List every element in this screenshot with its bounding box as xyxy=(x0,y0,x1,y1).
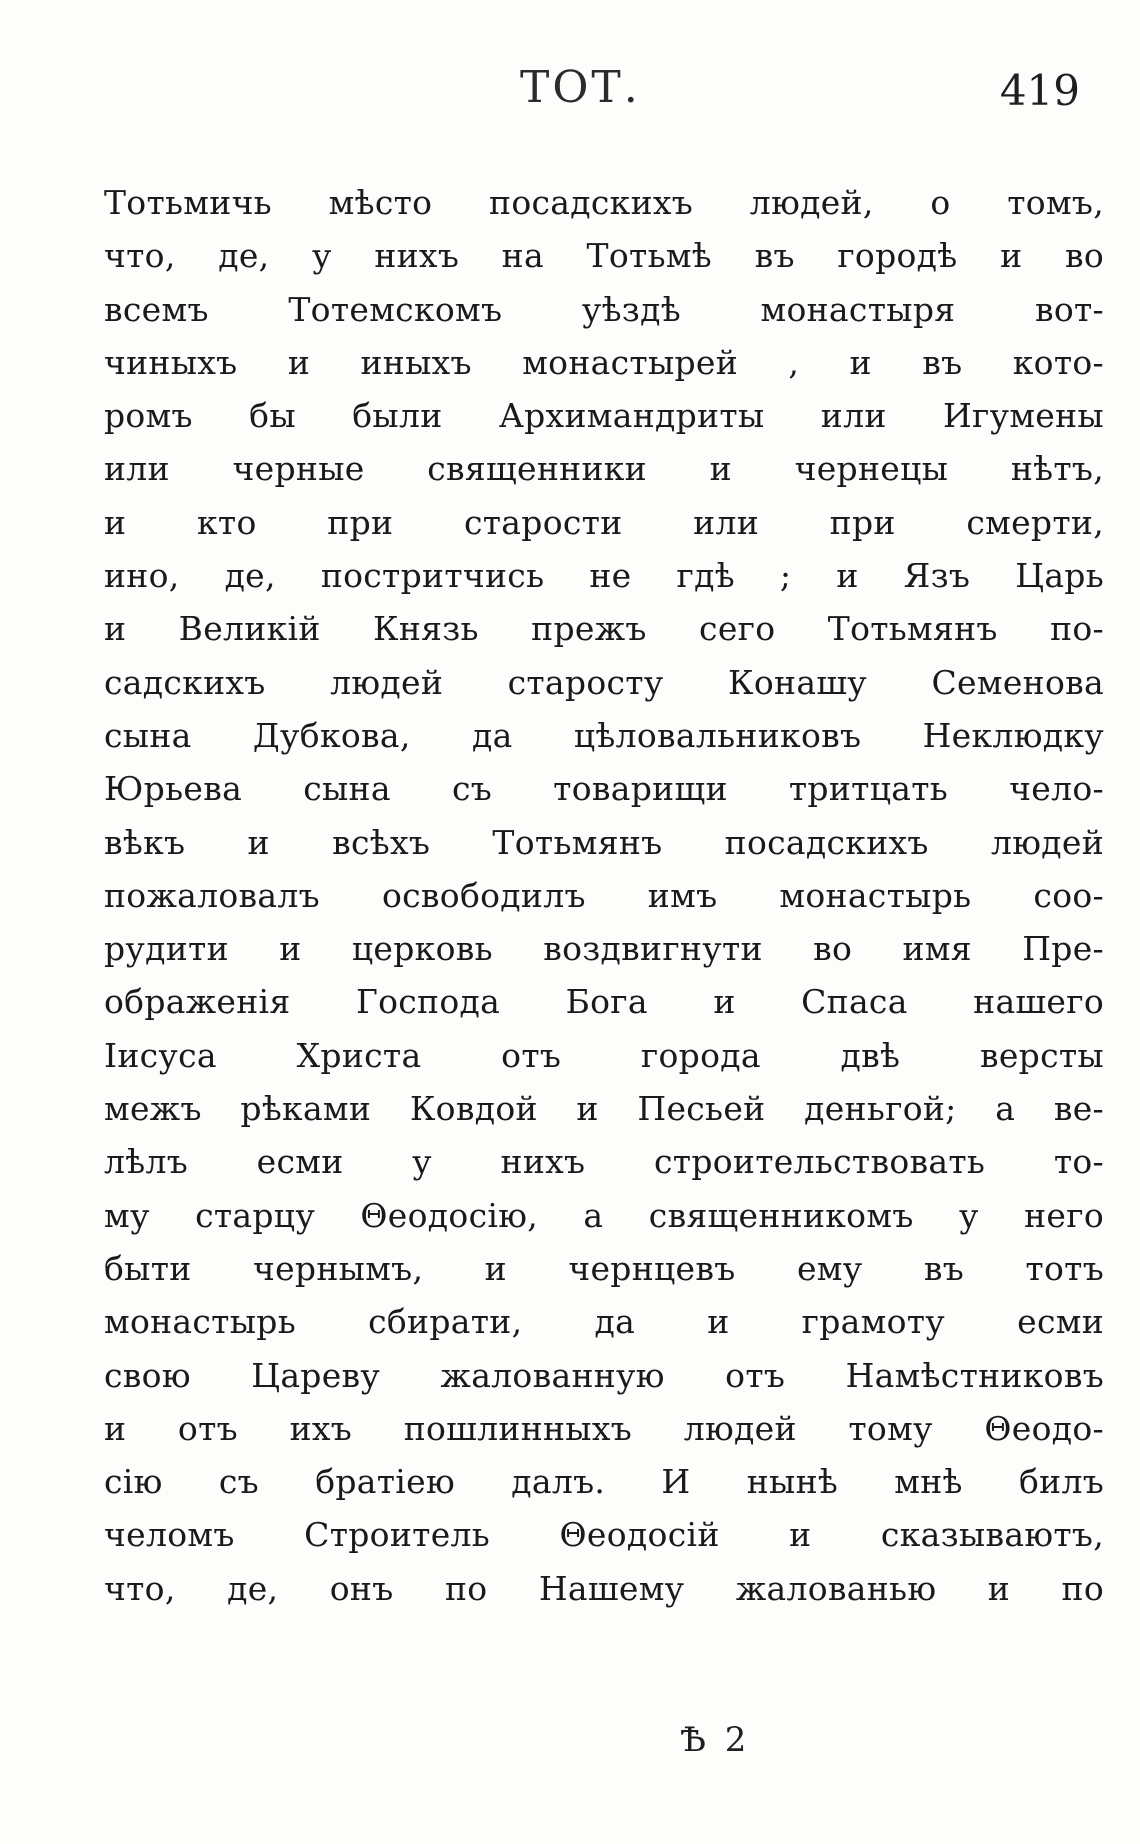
text-line: му старцу Θеодосію, а священникомъ у него xyxy=(104,1195,1104,1235)
text-line: рудити и церковь воздвигнути во имя Пре- xyxy=(104,929,1104,969)
text-line: Юрьева сына съ товарищи тритцать чело- xyxy=(104,769,1104,809)
text-line: Іисуса Христа отъ города двѣ версты xyxy=(104,1035,1104,1075)
running-head xyxy=(0,62,1140,122)
text-line: сію съ братіею далъ. И нынѣ мнѣ билъ xyxy=(104,1462,1104,1502)
text-line: ино, де, постритчись не гдѣ ; и Язъ Царь xyxy=(104,556,1104,596)
page-number: 419 xyxy=(999,66,1080,115)
text-line: или черные священники и чернецы нѣтъ, xyxy=(104,449,1104,489)
text-line: что, де, онъ по Нашему жалованью и по xyxy=(104,1568,1104,1608)
text-line: чиныхъ и иныхъ монастырей , и въ кото- xyxy=(104,342,1104,382)
text-line: садскихъ людей старосту Конашу Семенова xyxy=(104,662,1104,702)
running-title: ТОТ. xyxy=(520,62,641,113)
text-line: ображенія Господа Бога и Спаса нашего xyxy=(104,982,1104,1022)
text-line: и отъ ихъ пошлинныхъ людей тому Θеодо- xyxy=(104,1408,1104,1448)
text-line: ромъ бы были Архимандриты или Игумены xyxy=(104,396,1104,436)
text-line: свою Цареву жалованную отъ Намѣстниковъ xyxy=(104,1355,1104,1395)
text-line: быти чернымъ, и чернцевъ ему въ тотъ xyxy=(104,1248,1104,1288)
text-line: монастырь сбирати, да и грамоту есми xyxy=(104,1302,1104,1342)
text-line: что, де, у нихъ на Тотьмѣ въ городѣ и во xyxy=(104,236,1104,276)
text-line: межъ рѣками Ковдой и Песьей деньгой; а ве- xyxy=(104,1089,1104,1129)
text-line: сына Дубкова, да цѣловальниковъ Неклюдку xyxy=(104,715,1104,755)
text-line: всемъ Тотемскомъ уѣздѣ монастыря вот- xyxy=(104,289,1104,329)
text-line: лѣлъ есми у нихъ строительствовать то- xyxy=(104,1142,1104,1182)
text-line: и кто при старости или при смерти, xyxy=(104,502,1104,542)
signature-mark: Ѣ 2 xyxy=(680,1720,751,1760)
text-line: вѣкъ и всѣхъ Тотьмянъ посадскихъ людей xyxy=(104,822,1104,862)
text-line: челомъ Строитель Θеодосій и сказываютъ, xyxy=(104,1515,1104,1555)
text-line: пожаловалъ освободилъ имъ монастырь соо- xyxy=(104,875,1104,915)
text-line: и Великій Князь прежъ сего Тотьмянъ по- xyxy=(104,609,1104,649)
text-line: Тотьмичь мѣсто посадскихъ людей, о томъ, xyxy=(104,183,1104,222)
body-text xyxy=(104,176,1104,1615)
